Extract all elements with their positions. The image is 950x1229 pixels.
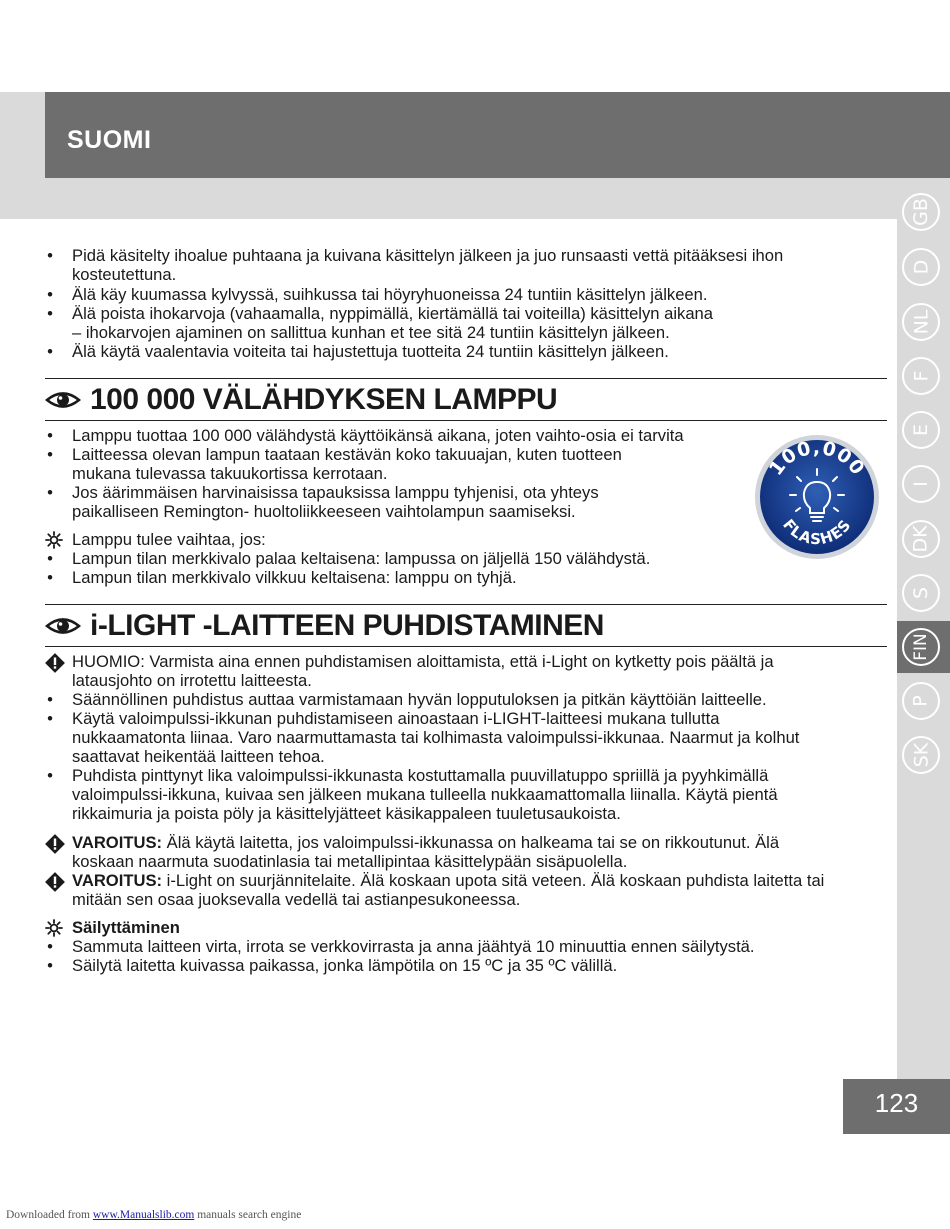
lang-tab-nl[interactable]: NL <box>902 303 940 341</box>
note-item: HUOMIO: Varmista aina ennen puhdistamisen aloittamista, että i-Light on kytketty pois päältä ja latausjohto on irrotettu laitteesta. <box>72 652 887 690</box>
warning-icon <box>45 653 65 673</box>
section-heading-cleaning: i-LIGHT -LAITTEEN PUHDISTAMINEN <box>45 606 887 646</box>
warning-item: VAROITUS: Älä käytä laitetta, jos valoimpulssi-ikkunassa on halkeama tai se on rikkoutunut. Älä koskaan naarmuta suodatinlasia tai metallipintaa käsittelypään sisäpuolella. <box>72 833 887 871</box>
lang-tab-dk[interactable]: DK <box>902 520 940 558</box>
lang-tab-fin[interactable]: FIN <box>902 628 940 666</box>
list-item: • Älä käy kuumassa kylvyssä, suihkussa tai höyryhuoneissa 24 tuntiin käsittelyn jälkeen. <box>47 285 708 304</box>
sun-icon <box>45 531 63 549</box>
list-item: • Lampun tilan merkkivalo palaa keltaisena: lampussa on jäljellä 150 välähdystä. <box>47 549 651 568</box>
flashes-badge-icon <box>752 432 882 562</box>
section-rule <box>45 646 887 647</box>
list-item: • Älä käytä vaalentavia voiteita tai hajustettuja tuotteita 24 tuntiin käsittelyn jälkeen. <box>47 342 669 361</box>
warning-icon <box>45 834 65 854</box>
warning-item: VAROITUS: i-Light on suurjännitelaite. Älä koskaan upota sitä veteen. Älä koskaan puhdista laitetta tai mitään sen osaa juoksevalla vedellä tai astianpesukoneessa. <box>72 871 887 909</box>
page-number-box <box>843 1079 950 1134</box>
list-item: • Älä poista ihokarvoja (vahaamalla, nyppimällä, kiertämällä tai voiteilla) käsittelyn aikana – ihokarvojen ajaminen on sallittua kunhan et tee sitä 24 tuntiin käsittelyn jälkeen. <box>47 304 714 342</box>
list-item: • Lamppu tuottaa 100 000 välähdystä käyttöikänsä aikana, joten vaihto-osia ei tarvita <box>47 426 684 445</box>
eye-icon <box>45 615 81 637</box>
footer: Downloaded from www.Manualslib.com manuals search engine <box>6 1209 302 1221</box>
lang-tab-p[interactable]: P <box>902 682 940 720</box>
section-rule <box>45 420 887 421</box>
list-item: • Sammuta laitteen virta, irrota se verkkovirrasta ja anna jäähtyä 10 minuuttia ennen säilytystä. <box>47 937 755 956</box>
list-item: • Säännöllinen puhdistus auttaa varmistamaan hyvän lopputuloksen ja pitkän käyttöiän laitteelle. <box>47 690 767 709</box>
page-number: 123 <box>874 1088 919 1118</box>
sub-heading: Lamppu tulee vaihtaa, jos: <box>72 530 887 549</box>
section-heading-lamp: 100 000 VÄLÄHDYKSEN LAMPPU <box>45 380 887 420</box>
sun-icon <box>45 919 63 937</box>
badge-top-text: 100,000 <box>764 437 870 480</box>
section-rule <box>45 378 887 379</box>
list-item: • Lampun tilan merkkivalo vilkkuu keltaisena: lamppu on tyhjä. <box>47 568 517 587</box>
badge-bottom-text: FLASHES <box>779 515 855 549</box>
lang-tab-i[interactable]: I <box>902 465 940 503</box>
lang-tab-sk[interactable]: SK <box>902 736 940 774</box>
list-item: • Laitteessa olevan lampun taataan kestävän koko takuuajan, kuten tuotteen mukana tulevassa takuukortissa kerrotaan. <box>47 445 622 483</box>
section-header <box>45 92 950 178</box>
sub-heading: Säilyttäminen <box>72 918 887 937</box>
list-item: • Käytä valoimpulssi-ikkunan puhdistamiseen ainoastaan i-LIGHT-laitteesi mukana tullutta nukkaamatonta liinaa. Varo naarmuttamasta tai kolhimasta valoimpulssi-ikkunaa. Naarmut ja kolhut saattavat heikentää laitteen tehoa. <box>47 709 800 766</box>
page-title: SUOMI <box>67 126 152 154</box>
list-item: • Säilytä laitetta kuivassa paikassa, jonka lämpötila on 15 ºC ja 35 ºC välillä. <box>47 956 618 975</box>
list-item: • Jos äärimmäisen harvinaisissa tapauksissa lamppu tyhjenisi, ota yhteys paikalliseen Remington- huoltoliikkeeseen vaihtolampun saamiseksi. <box>47 483 599 521</box>
section-rule <box>45 604 887 605</box>
list-item: • Puhdista pinttynyt lika valoimpulssi-ikkunasta kostuttamalla puuvillatuppo spriillä ja pyyhkimällä valoimpulssi-ikkuna, kuivaa sen jälkeen mukana tulleella nukkaamattomalla liinalla. Käytä pientä rikkaimuria ja poista pöly ja käsittelyjätteet käsikappaleen tuuletusaukoista. <box>47 766 778 823</box>
lang-tab-e[interactable]: E <box>902 411 940 449</box>
eye-icon <box>45 389 81 411</box>
lang-tab-s[interactable]: S <box>902 574 940 612</box>
warning-icon <box>45 872 65 892</box>
lang-tab-gb[interactable]: GB <box>902 193 940 231</box>
list-item: • Pidä käsitelty ihoalue puhtaana ja kuivana käsittelyn jälkeen ja juo runsaasti vettä pitääksesi ihon kosteutettuna. <box>47 246 784 284</box>
lang-tab-f[interactable]: F <box>902 357 940 395</box>
manualslib-link[interactable]: www.Manualslib.com <box>92 1209 195 1221</box>
lang-tab-d[interactable]: D <box>902 248 940 286</box>
